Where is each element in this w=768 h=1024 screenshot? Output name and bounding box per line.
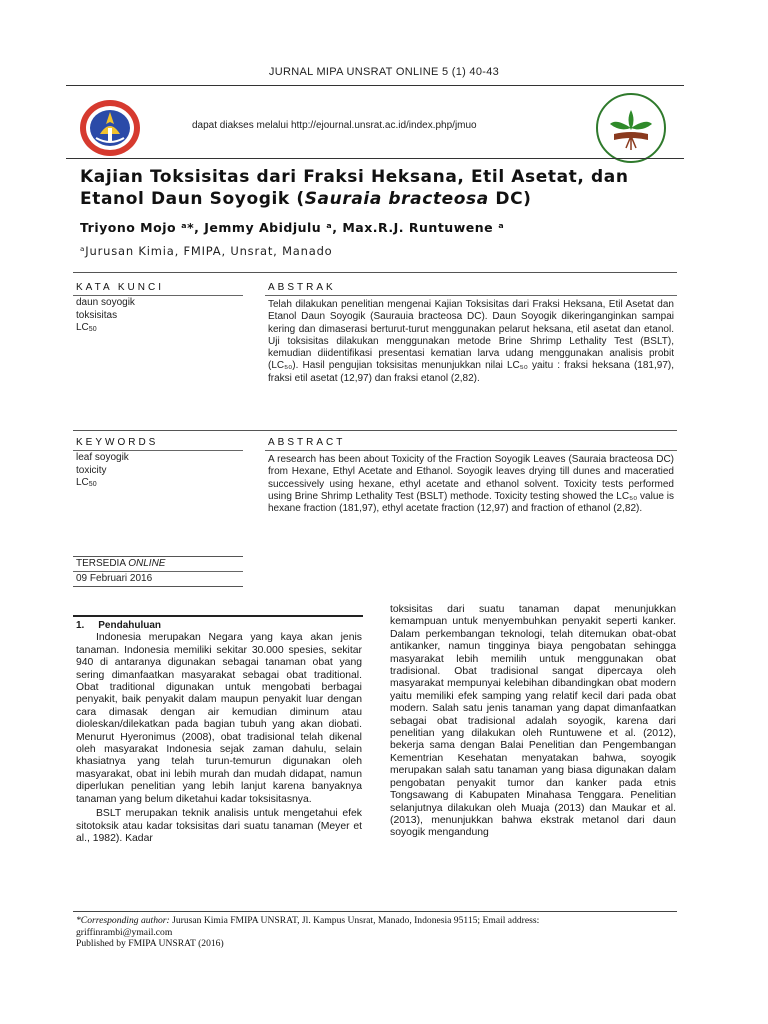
kata-kunci-list: [76, 297, 135, 337]
available-rule-bottom: [73, 586, 243, 587]
keyword-item: leaf soyogik: [76, 452, 129, 463]
keyword-item: $LC_{50}$: [76, 477, 97, 488]
available-rule-top: [73, 556, 243, 557]
info-rule-mid: [73, 430, 677, 431]
paragraph: toksisitas dari suatu tanaman dapat menunjukkan kemampuan untuk menyembuhkan penyakit seperti kanker. Dalam perkembangan teknologi, telah ditemukan obat-obat antikanker, namun tingginya biaya pengobatan sehingga masyarakat lebih memilih untuk menggunakan obat tradisional. Obat tradisional sangat dipercaya oleh masyarakat mempunyai kelebihan dibandingkan obat modern yaitu memiliki efek samping yang relatif kecil dari pada obat modern. Salah satu jenis tanaman yang dapat dimanfaatkan sebagai obat tradisional adalah soyogik, karena dari penelitian yang dilakukan oleh Runtuwene et al. (2012), bekerja sama dengan Balai Penelitian dan Pengembangan Kementrian Kesehatan menyatakan bahwa, soyogik merupakan salah satu tanaman yang biasa digunakan dalam pengobatan penyakit tumor dan kanker pada etnis Tongsawang di Kabupaten Minahasa Tenggara. Penelitian selanjutnya dilakukan oleh Muaja (2013) dan Maukar et al. (2013), menunjukkan bahwa ekstrak metanol dari daun soyogik mengandung: [390, 604, 676, 839]
keywords-heading: KEYWORDS: [76, 437, 159, 448]
left-column: [76, 620, 362, 845]
keywords-list: [76, 452, 129, 492]
abstrak-text: Telah dilakukan penelitian mengenai Kajian Toksisitas dari Fraksi Heksana, Etil Asetat dan Etanol Daun Soyogik (Saurauia bracteosa DC). Daun Soyogik dikeringanginkan sampai kering dan dimaserasi berturut-turut menggunakan pelarut heksana, etil asetat dan etanol. Uji toksisitas dilakukan menggunakan metode Brine Shrimp Lethality Test (BSLT), kemudian diidentifikasi presentasi kematian larva udang menggunakan analisis probit (LC₅₀). Hasil pengujian toksisitas menunjukkan nilai LC₅₀ yaitu : fraksi heksana (181,97), fraksi etil asetat (12,97) dan fraksi etanol (2,82).: [268, 299, 674, 384]
info-rule-top: [73, 272, 677, 273]
kata-kunci-rule: [73, 295, 243, 296]
right-column: [390, 604, 676, 840]
affiliation: ᵃJurusan Kimia, FMIPA, Unsrat, Manado: [80, 244, 333, 258]
kata-kunci-heading: KATA KUNCI: [76, 282, 164, 293]
header-rule-top: [66, 85, 684, 86]
access-url-text: dapat diakses melalui http://ejournal.unsrat.ac.id/index.php/jmuo: [192, 120, 477, 131]
keyword-item: toksisitas: [76, 309, 118, 321]
corresponding-author: *Corresponding author: Jurusan Kimia FMIPA UNSRAT, Jl. Kampus Unsrat, Manado, Indonesia 95115; Email address:: [76, 915, 540, 926]
available-rule-mid: [73, 571, 243, 572]
footnote: [76, 915, 676, 950]
published-by: Published by FMIPA UNSRAT (2016): [76, 938, 224, 950]
journal-header: JURNAL MIPA UNSRAT ONLINE 5 (1) 40-43: [268, 66, 500, 78]
article-title: [80, 166, 690, 210]
footnote-rule: [73, 911, 677, 912]
abstract-heading: ABSTRACT: [268, 437, 346, 448]
email-address: griffinrambi@ymail.com: [76, 926, 173, 938]
species-name: Sauraia bracteosa: [304, 189, 489, 209]
section-heading: 1. Pendahuluan: [76, 620, 162, 631]
journal-logo: [586, 92, 676, 164]
keyword-item: toxicity: [76, 464, 107, 476]
title-line-1: Kajian Toksisitas dari Fraksi Heksana, Etil Asetat, dan: [80, 167, 629, 187]
header-rule-bottom: [66, 158, 684, 159]
keyword-item: daun soyogik: [76, 297, 135, 308]
keyword-item: $LC_{50}$: [76, 322, 97, 333]
paragraph: Indonesia merupakan Negara yang kaya akan jenis tanaman. Indonesia memiliki sekitar 30.000 spesies, sekitar 940 di antaranya digunakan sebagai tanaman obat yang sering dimanfaatkan masyarakat sebagai obat traditional. Obat traditional digunakan untuk mengobati berbagai penyakit, baik penyakit dalam maupun penyakit luar dengan cara dimasak dengan air kemudian diminum atau dioleskan/dilekatkan pada bagian tubuh yang akan diobati. Menurut Hyeronimus (2008), obat tradisional telah dikenal oleh masyarakat Indonesia sejak zaman dahulu, selain khasiatnya yang telah turun-temurun digunakan oleh masyarakat, obat ini lebih murah dan mudah didapat, namun diperlukan penelitian yang lebih lanjut karena banyaknya tanaman yang belum diketahui kadar toksisitasnya.: [76, 632, 362, 805]
title-line-2: Etanol Daun Soyogik (Sauraia bracteosa DC): [80, 189, 532, 209]
keywords-rule: [73, 450, 243, 451]
abstrak-heading: ABSTRAK: [268, 282, 336, 293]
abstract-rule: [265, 450, 677, 451]
authors: Triyono Mojo ᵃ*, Jemmy Abidjulu ᵃ, Max.R.J. Runtuwene ᵃ: [80, 220, 505, 235]
paragraph: BSLT merupakan teknik analisis untuk mengetahui efek sitotoksik atau kadar toksisitas dari suatu tanaman (Meyer et al., 1982). Kadar: [76, 808, 362, 844]
section-rule: [73, 615, 363, 617]
available-date: 09 Februari 2016: [76, 573, 153, 584]
abstract-text: A research has been about Toxicity of the Fraction Soyogik Leaves (Sauraia bracteosa DC) from Hexane, Ethyl Acetate and Ethanol. Soyogik leaves drying till dunes and maceratied successively using hexane, ethyl acetate and ethanol solvent. Toxicity tests performed using Brine Shrimp Lethality Test (BSLT) methode. Toxicity testing showed the LC₅₀ value is hexane fraction (181,97), ethyl acetate fraction (12,97) and fraction of ethanol (2,82).: [268, 454, 674, 515]
university-logo: [78, 98, 142, 158]
available-online-label: TERSEDIA ONLINE: [76, 558, 166, 569]
abstrak-rule: [265, 295, 677, 296]
